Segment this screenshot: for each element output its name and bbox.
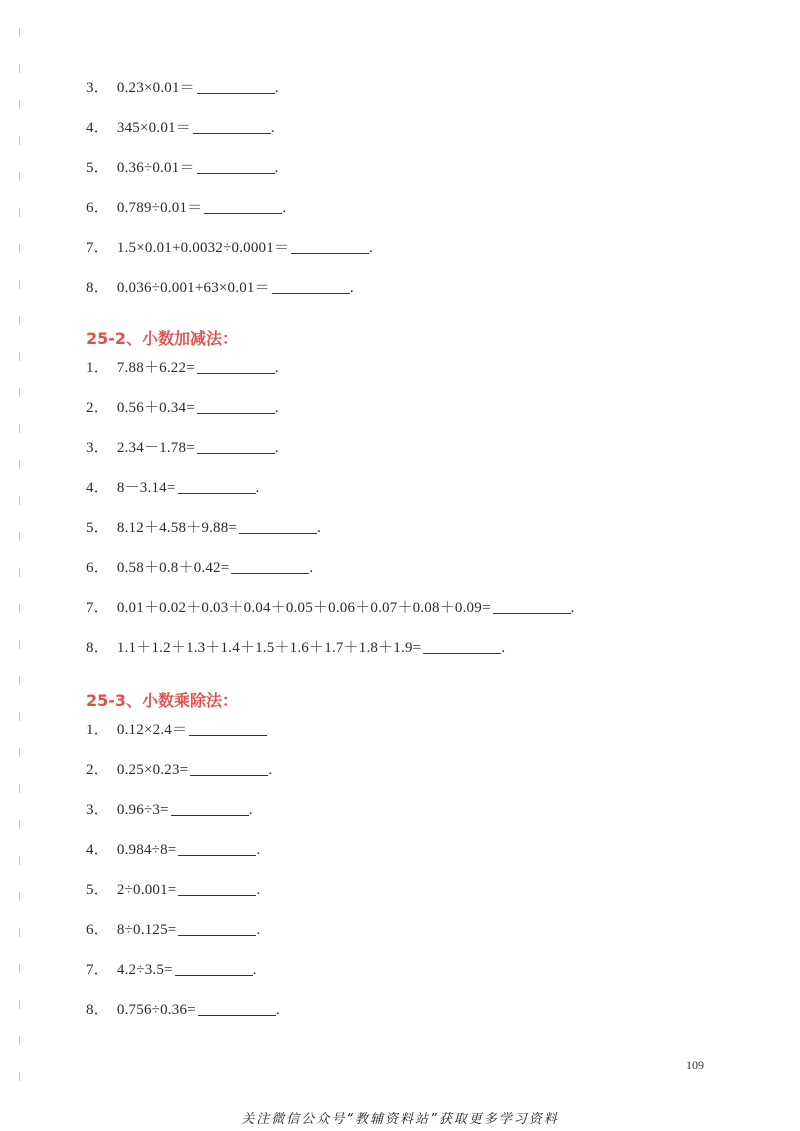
answer-blank[interactable]: [239, 518, 317, 534]
answer-blank[interactable]: [291, 238, 369, 254]
problem-number: 8．: [86, 640, 109, 656]
problem-expression: 0.56＋0.34=: [116, 400, 195, 416]
problem-expression: 8.12＋4.58＋9.88=: [116, 520, 238, 536]
problem-item: [86, 558, 313, 578]
answer-blank[interactable]: [197, 78, 275, 94]
problem-item: [86, 398, 279, 418]
problem-end: .: [274, 160, 279, 176]
problem-item: [86, 478, 259, 498]
answer-blank[interactable]: [178, 880, 256, 896]
answer-blank[interactable]: [178, 478, 256, 494]
problem-end: .: [248, 802, 253, 818]
problem-expression: 7.88＋6.22=: [116, 360, 195, 376]
problem-end: .: [501, 640, 506, 656]
problem-number: 5．: [86, 520, 109, 536]
problem-expression: 0.01＋0.02＋0.03＋0.04＋0.05＋0.06＋0.07＋0.08＋0.09=: [116, 600, 491, 616]
answer-blank[interactable]: [193, 118, 271, 134]
answer-blank[interactable]: [175, 960, 253, 976]
problem-end: .: [570, 600, 575, 616]
problem-number: 3．: [86, 440, 109, 456]
problem-expression: 1.1＋1.2＋1.3＋1.4＋1.5＋1.6＋1.7＋1.8＋1.9=: [116, 640, 422, 656]
problem-end: .: [274, 440, 279, 456]
problem-expression: 0.58＋0.8＋0.42=: [116, 560, 230, 576]
problem-item: [86, 1000, 280, 1020]
problem-item: [86, 238, 373, 258]
problem-expression: 345×0.01＝: [116, 120, 191, 136]
problem-number: 2．: [86, 762, 109, 778]
problem-item: [86, 78, 279, 98]
answer-blank[interactable]: [423, 638, 501, 654]
problem-number: 7．: [86, 962, 109, 978]
problem-item: [86, 920, 260, 940]
answer-blank[interactable]: [198, 1000, 276, 1016]
problem-item: [86, 960, 257, 980]
problem-end: .: [256, 882, 261, 898]
problem-number: 4．: [86, 120, 109, 136]
problem-end: .: [255, 480, 260, 496]
answer-blank[interactable]: [231, 558, 309, 574]
problem-end: .: [275, 1002, 280, 1018]
problem-number: 8．: [86, 280, 109, 296]
problem-item: [86, 598, 575, 618]
problem-item: [86, 760, 272, 780]
problem-end: .: [268, 762, 273, 778]
problem-number: 4．: [86, 842, 109, 858]
problem-number: 3．: [86, 80, 109, 96]
answer-blank[interactable]: [178, 920, 256, 936]
problem-expression: 0.23×0.01＝: [116, 80, 195, 96]
problem-expression: 0.984÷8=: [116, 842, 177, 858]
problem-number: 8．: [86, 1002, 109, 1018]
problem-end: .: [274, 400, 279, 416]
problem-item: [86, 358, 279, 378]
problem-number: 4．: [86, 480, 109, 496]
problem-expression: 8÷0.125=: [116, 922, 177, 938]
answer-blank[interactable]: [178, 840, 256, 856]
problem-number: 1．: [86, 360, 109, 376]
problem-number: 6．: [86, 200, 109, 216]
problem-number: 1．: [86, 722, 109, 738]
binding-margin-marks: [19, 20, 21, 1100]
problem-expression: 0.96÷3=: [116, 802, 169, 818]
answer-blank[interactable]: [204, 198, 282, 214]
answer-blank[interactable]: [272, 278, 350, 294]
problem-item: [86, 800, 253, 820]
section-title-decimal-multiply-divide: 25-3、小数乘除法：: [86, 691, 239, 710]
answer-blank[interactable]: [197, 398, 275, 414]
problem-end: .: [256, 842, 261, 858]
problem-end: .: [309, 560, 314, 576]
problem-end: .: [274, 360, 279, 376]
section-title-decimal-add-subtract: 25-2、小数加减法：: [86, 329, 239, 348]
page-number: 109: [686, 1058, 704, 1072]
problem-expression: 4.2÷3.5=: [116, 962, 173, 978]
answer-blank[interactable]: [493, 598, 571, 614]
answer-blank[interactable]: [197, 358, 275, 374]
problem-number: 7．: [86, 240, 109, 256]
problem-item: [86, 638, 505, 658]
answer-blank[interactable]: [171, 800, 249, 816]
answer-blank[interactable]: [189, 720, 267, 736]
problem-number: 3．: [86, 802, 109, 818]
problem-end: .: [252, 962, 257, 978]
problem-expression: 1.5×0.01+0.0032÷0.0001＝: [116, 240, 290, 256]
problem-expression: 0.756÷0.36=: [116, 1002, 196, 1018]
problem-item: [86, 840, 260, 860]
answer-blank[interactable]: [190, 760, 268, 776]
problem-item: [86, 278, 354, 298]
answer-blank[interactable]: [197, 158, 275, 174]
problem-expression: 8－3.14=: [116, 480, 176, 496]
problem-number: 5．: [86, 160, 109, 176]
footer-watermark-text: 关注微信公众号“教辅资料站”获取更多学习资料: [241, 1112, 559, 1127]
problem-end: .: [349, 280, 354, 296]
problem-expression: 2.34－1.78=: [116, 440, 195, 456]
problem-number: 7．: [86, 600, 109, 616]
problem-expression: 2÷0.001=: [116, 882, 177, 898]
problem-item: [86, 198, 286, 218]
problem-expression: 0.25×0.23=: [116, 762, 189, 778]
problem-number: 5．: [86, 882, 109, 898]
problem-expression: 0.789÷0.01＝: [116, 200, 203, 216]
answer-blank[interactable]: [197, 438, 275, 454]
problem-number: 6．: [86, 922, 109, 938]
problem-expression: 0.36÷0.01＝: [116, 160, 195, 176]
problem-end: .: [274, 80, 279, 96]
problem-end: .: [270, 120, 275, 136]
problem-item: [86, 720, 267, 740]
problem-item: [86, 118, 275, 138]
problem-number: 6．: [86, 560, 109, 576]
problem-item: [86, 438, 279, 458]
problem-item: [86, 880, 260, 900]
problem-end: .: [256, 922, 261, 938]
problem-end: .: [282, 200, 287, 216]
problem-expression: 0.12×2.4＝: [116, 722, 188, 738]
problem-end: .: [317, 520, 322, 536]
problem-end: .: [369, 240, 374, 256]
problem-expression: 0.036÷0.001+63×0.01＝: [116, 280, 270, 296]
problem-item: [86, 518, 321, 538]
problem-number: 2．: [86, 400, 109, 416]
problem-item: [86, 158, 279, 178]
